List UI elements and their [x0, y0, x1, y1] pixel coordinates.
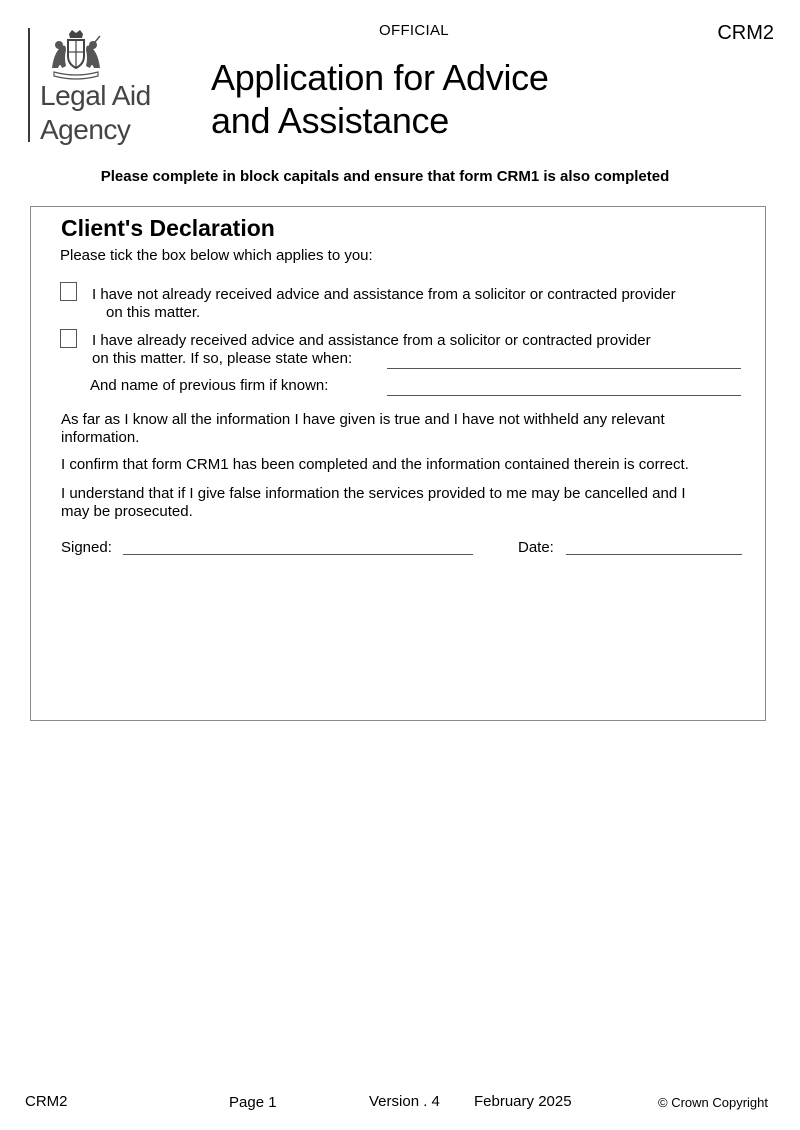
footer-copyright: © Crown Copyright — [658, 1095, 769, 1110]
form-code: CRM2 — [717, 22, 774, 44]
declaration-statement-false-info-line2: may be prosecuted. — [61, 503, 193, 520]
form-instructions: Please complete in block capitals and ensure that form CRM1 is also completed — [100, 168, 670, 185]
title-line1: Application for Advice — [211, 57, 549, 98]
option-not-received-checkbox[interactable] — [60, 282, 77, 301]
footer-form-code: CRM2 — [25, 1093, 68, 1110]
signed-label: Signed: — [61, 539, 112, 556]
previous-firm-label: And name of previous firm if known: — [90, 377, 329, 394]
signature-field[interactable] — [123, 537, 473, 555]
title-line2: and Assistance — [211, 100, 449, 141]
declaration-statement-truth-line1: As far as I know all the information I have given is true and I have not withheld any relevant — [61, 411, 665, 428]
logo-divider — [28, 28, 30, 142]
logo-text-line2: Agency — [40, 114, 131, 145]
option-already-received-label-line2: on this matter. If so, please state when: — [92, 350, 353, 367]
royal-coat-of-arms-icon — [44, 28, 108, 80]
footer-page-number: Page 1 — [229, 1094, 277, 1111]
option-not-received-label-line2: on this matter. — [106, 304, 201, 321]
declaration-statement-crm1: I confirm that form CRM1 has been completed and the information contained therein is correct. — [61, 456, 689, 473]
option-not-received-label-line1: I have not already received advice and assistance from a solicitor or contracted provider — [92, 286, 676, 303]
previous-firm-field[interactable] — [387, 378, 741, 396]
option-already-received-checkbox[interactable] — [60, 329, 77, 348]
logo-text-line1: Legal Aid — [40, 80, 151, 111]
classification-label: OFFICIAL — [379, 22, 449, 39]
section-heading: Client's Declaration — [61, 215, 275, 241]
declaration-statement-truth-line2: information. — [61, 429, 140, 446]
page-title — [211, 56, 549, 142]
date-field[interactable] — [566, 537, 742, 555]
previous-advice-date-field[interactable] — [387, 351, 741, 369]
legal-aid-agency-logo — [28, 28, 178, 150]
option-already-received-label-line1: I have already received advice and assistance from a solicitor or contracted provider — [92, 332, 651, 349]
date-label: Date: — [518, 539, 554, 556]
declaration-statement-false-info-line1: I understand that if I give false information the services provided to me may be cancelled and I — [61, 485, 686, 502]
footer-version: Version . 4 — [369, 1093, 440, 1110]
clients-declaration-panel — [30, 206, 766, 721]
tick-prompt: Please tick the box below which applies to you: — [60, 247, 373, 264]
footer-date: February 2025 — [474, 1093, 572, 1110]
